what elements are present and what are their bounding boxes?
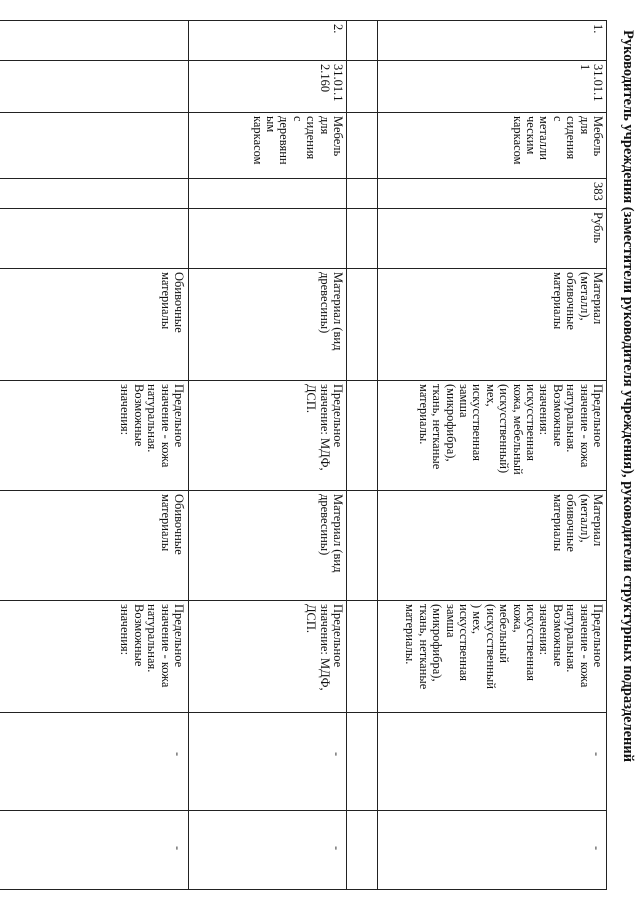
row-1-value-approved: Предельное значение - кожа натуральная. Возможные значения: искусственная кожа, мебельный (искусственный ) мех, искусственная замша (микрофибра), ткань, нетканые материалы. (403, 604, 605, 690)
row-1-characteristic: Материал (металл), обивочные материалы (550, 272, 605, 330)
row-1-value: Предельное значение - кожа натуральная. Возможные значения: искусственная кожа, мебельный (искусственный) мех, искусственная замша (микрофибра), ткань, нетканые материалы. (416, 384, 605, 475)
row-2-value-wood: Предельное значение: МДФ, ДСП. (304, 384, 345, 471)
row-2-value-wood-approved: Предельное значение: МДФ, ДСП. (304, 604, 345, 691)
column-border (0, 712, 607, 713)
row-2-characteristic-upholstery-approved: Обивочные материалы (158, 494, 186, 555)
column-border (0, 268, 607, 269)
column-border (0, 208, 607, 209)
column-border (0, 112, 607, 113)
row-2-dash: - (171, 846, 185, 850)
row-1-dash: - (590, 752, 604, 756)
row-1-name: Мебель для сидения с металли ческим каркасом (510, 116, 605, 165)
column-border (0, 490, 607, 491)
column-border (0, 178, 607, 179)
row-1-bottom-border (377, 20, 378, 889)
row-1-code: 31.01.1 1 (577, 64, 605, 102)
row-2-characteristic-wood: Материал (вид древесины) (317, 272, 345, 351)
row-2-code: 31.01.1 2.160 (317, 64, 345, 102)
column-border (0, 810, 607, 811)
table-top-border (606, 20, 607, 889)
column-border (0, 889, 607, 890)
column-border (0, 60, 607, 61)
row-2-characteristic-wood-approved: Материал (вид древесины) (317, 494, 345, 573)
row-1-characteristic-approved: Материал (металл), обивочные материалы (550, 494, 605, 552)
section-heading: Руководитель учреждения (заместители руководителя учреждения), руководители структурных подразделений (620, 30, 636, 763)
row-2-value-upholstery: Предельное значение - кожа натуральная. Возможные значения: (118, 384, 186, 468)
column-border (0, 380, 607, 381)
row-2-dash: - (330, 752, 344, 756)
row-1-number: 1. (591, 24, 605, 34)
row-2-value-upholstery-approved: Предельное значение - кожа натуральная. Возможные значения: (118, 604, 186, 688)
row-1-dash: - (590, 846, 604, 850)
row-2-dash: - (330, 846, 344, 850)
column-border (0, 20, 607, 21)
row-2-dash: - (171, 752, 185, 756)
row-1-unit: Рубль (591, 212, 605, 244)
column-border (0, 600, 607, 601)
row-1-okei: 383 (591, 182, 605, 201)
row-2-number: 2. (331, 24, 345, 34)
row-2-name: Мебель для сидения с деревянн ым каркасом (250, 116, 345, 165)
row-separator (346, 20, 347, 889)
row-2-divider (188, 20, 189, 889)
row-2-characteristic-upholstery: Обивочные материалы (158, 272, 186, 333)
